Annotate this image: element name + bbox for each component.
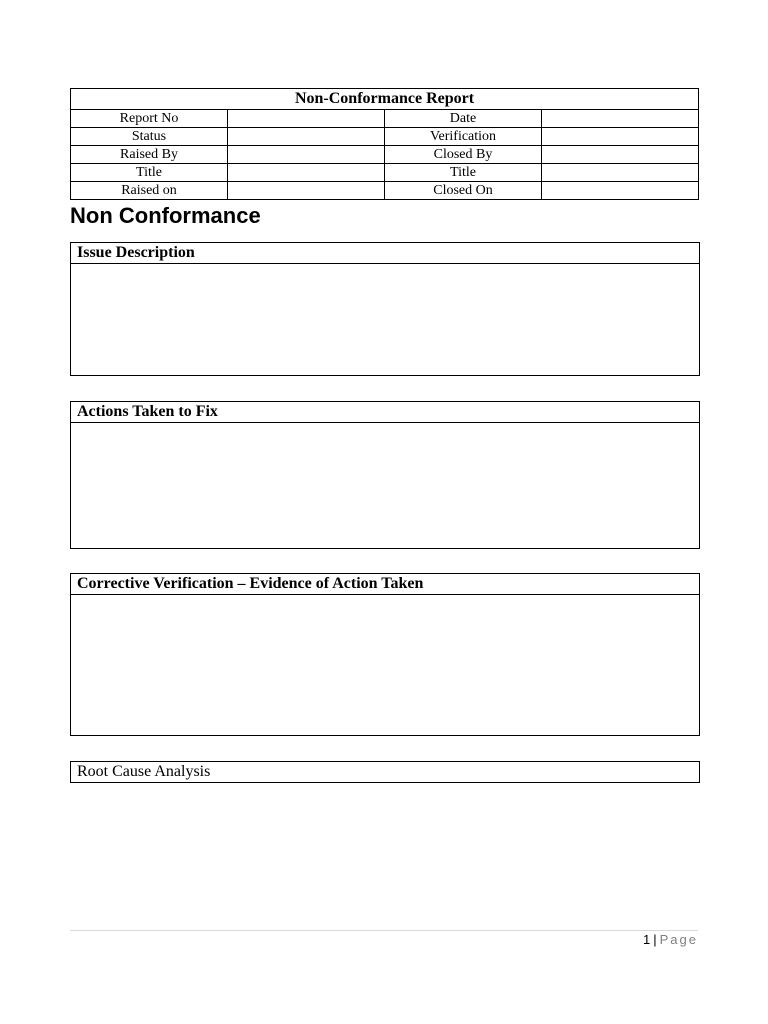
footer-divider xyxy=(70,930,698,931)
corrective-verification-box xyxy=(70,573,700,736)
section-heading: Non Conformance xyxy=(70,203,261,228)
raised-title-field[interactable] xyxy=(228,164,385,182)
date-label: Date xyxy=(385,110,542,128)
issue-description-box xyxy=(70,242,700,376)
root-cause-title: Root Cause Analysis xyxy=(77,763,211,780)
page-footer xyxy=(643,932,698,947)
closed-title-label: Title xyxy=(385,164,542,182)
table-row xyxy=(71,128,699,146)
verification-label: Verification xyxy=(385,128,542,146)
table-row xyxy=(71,164,699,182)
report-header-table xyxy=(70,88,699,200)
page-label: Page xyxy=(659,932,698,947)
issue-description-title: Issue Description xyxy=(71,243,699,264)
closed-by-label: Closed By xyxy=(385,146,542,164)
status-label: Status xyxy=(71,128,228,146)
corrective-verification-title: Corrective Verification – Evidence of Action Taken xyxy=(71,574,699,595)
table-row xyxy=(71,110,699,128)
closed-by-field[interactable] xyxy=(542,146,699,164)
page-number: 1 xyxy=(643,932,651,947)
date-field[interactable] xyxy=(542,110,699,128)
raised-title-label: Title xyxy=(71,164,228,182)
actions-taken-field[interactable] xyxy=(71,423,699,547)
root-cause-box[interactable] xyxy=(70,761,700,783)
footer-separator: | xyxy=(653,932,657,947)
corrective-verification-field[interactable] xyxy=(71,595,699,734)
report-no-label: Report No xyxy=(71,110,228,128)
table-row xyxy=(71,182,699,200)
raised-on-field[interactable] xyxy=(228,182,385,200)
actions-taken-box xyxy=(70,401,700,549)
status-field[interactable] xyxy=(228,128,385,146)
raised-by-field[interactable] xyxy=(228,146,385,164)
verification-field[interactable] xyxy=(542,128,699,146)
issue-description-field[interactable] xyxy=(71,264,699,374)
report-no-field[interactable] xyxy=(228,110,385,128)
actions-taken-title: Actions Taken to Fix xyxy=(71,402,699,423)
table-row xyxy=(71,146,699,164)
closed-title-field[interactable] xyxy=(542,164,699,182)
raised-by-label: Raised By xyxy=(71,146,228,164)
closed-on-field[interactable] xyxy=(542,182,699,200)
closed-on-label: Closed On xyxy=(385,182,542,200)
report-title: Non-Conformance Report xyxy=(71,89,699,110)
raised-on-label: Raised on xyxy=(71,182,228,200)
